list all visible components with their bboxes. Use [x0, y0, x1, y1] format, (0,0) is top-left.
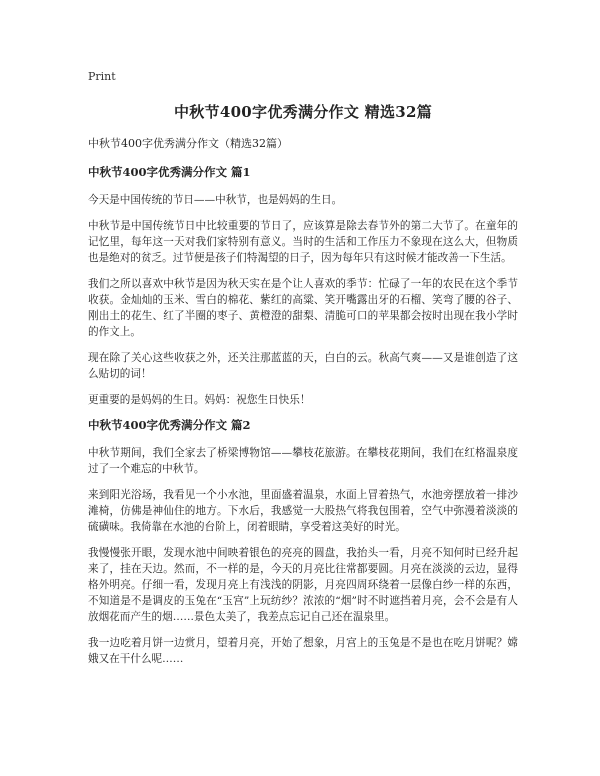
paragraph: 中秋节是中国传统节日中比较重要的节日了，应该算是除去春节外的第二大节了。在童年的记忆里，每年这一天对我们家特别有意义。当时的生活和工作压力不象现在这么大，但物质也是绝对的贫乏。过节便是孩子们特渴望的日子，因为每年只有这时候才能改善一下生活。 [88, 220, 518, 264]
document-title: 中秋节400字优秀满分作文 精选32篇 [173, 103, 433, 121]
document-page [88, 70, 518, 677]
paragraph: 中秋节期间，我们全家去了桥梁博物馆——攀枝花旅游。在攀枝花期间，我们在红格温泉度过了一个难忘的中秋节。 [88, 447, 518, 475]
paragraph: 我一边吃着月饼一边赏月，望着月亮，开始了想象，月宫上的玉兔是不是也在吃月饼呢？嫦娥又在干什么呢…… [88, 637, 518, 665]
document-subtitle: 中秋节400字优秀满分作文（精选32篇） [88, 137, 288, 150]
print-label: Print [88, 70, 116, 83]
paragraph: 现在除了关心这些收获之外，还关注那蓝蓝的天，白白的云。秋高气爽——又是谁创造了这么贴切的词！ [88, 352, 518, 380]
paragraph: 更重要的是妈妈的生日。妈妈：祝您生日快乐！ [88, 394, 311, 406]
paragraph: 我慢慢张开眼，发现水池中间映着银色的亮亮的圆盘，我抬头一看，月亮不知何时已经升起来了，挂在天边。然而，不一样的是，今天的月亮比往常都要圆。月亮在淡淡的云边，显得格外明亮。仔细一看，发现月亮上有浅浅的阴影，月亮四周环绕着一层像白纱一样的东西，不知道是不是调皮的玉兔在“玉宫”上玩纺纱？浓浓的“烟”时不时遮挡着月亮，会不会是有人放烟花而产生的烟……景色太美了，我差点忘记自己还在温泉里。 [88, 547, 518, 623]
section-heading: 中秋节400字优秀满分作文 篇2 [88, 418, 251, 432]
essay-section-1 [88, 165, 518, 408]
paragraph: 今天是中国传统的节日——中秋节，也是妈妈的生日。 [88, 194, 343, 206]
section-heading: 中秋节400字优秀满分作文 篇1 [88, 165, 251, 179]
essay-section-2 [88, 418, 518, 667]
paragraph: 来到阳光浴场，我看见一个小水池，里面盛着温泉，水面上冒着热气，水池旁摆放着一排沙滩椅，仿佛是神仙住的地方。下水后，我感觉一大股热气将我包围着，空气中弥漫着淡淡的硫磺味。我倚靠在水池的台阶上，闭着眼睛，享受着这美好的时光。 [88, 489, 518, 533]
paragraph: 我们之所以喜欢中秋节是因为秋天实在是个让人喜欢的季节：忙碌了一年的农民在这个季节收获。金灿灿的玉米、雪白的棉花、紫红的高粱、笑开嘴露出牙的石榴、笑弯了腰的谷子、刚出土的花生、红了半圈的枣子、黄橙澄的甜梨、清脆可口的苹果都会按时出现在我小学时的作文上。 [88, 278, 518, 338]
